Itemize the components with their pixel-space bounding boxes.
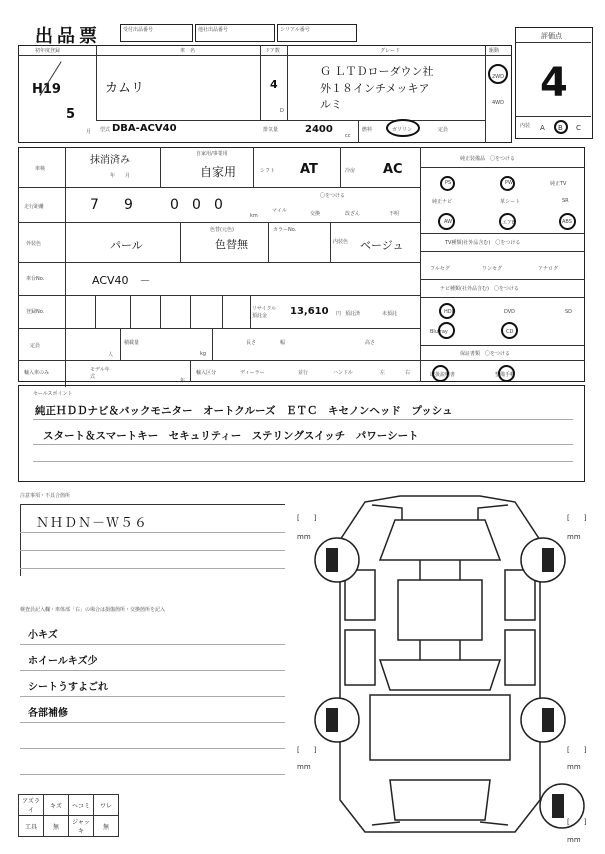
use-value: 自家用 — [200, 165, 237, 179]
tire-unit-spare: mm — [567, 836, 581, 844]
note-item: 各部補修 — [28, 708, 68, 719]
mileage-digit: 0 — [192, 197, 201, 213]
header-field-serial: シリアル番号 — [277, 24, 357, 42]
tire-unit-rear-right: mm — [567, 763, 581, 771]
grade-line-1: Ｇ ＬＴＤローダウン社 — [320, 65, 434, 78]
inspection-value: 抹消済み — [90, 155, 130, 166]
tire-bracket-rear-left: [ ] — [297, 746, 317, 754]
car-name: カムリ — [105, 81, 145, 96]
header-field-other: 他社出品番号 — [195, 24, 275, 42]
notes-code: ＮＨＤＮ－Ｗ５６ — [36, 516, 149, 531]
page-title: 出品票 — [35, 26, 101, 47]
tire-unit-front-right: mm — [567, 533, 581, 541]
evaluation-box: 評価点 4 内装 A B C — [515, 27, 593, 139]
options-panel: 純正装備品 〇をつける PS PW 純正TV 純正ナビ 革シート SR AW エアB ABS TV種類(社外品含む) 〇をつける フルセグ ワンセグ アナログ ナビ種類(社外品含む) 〇をつける HDD DVD SD Blu-ray CD 保証書類 〇をつける 取扱説明書 整備手帳 — [420, 147, 585, 382]
mileage-digit: 9 — [124, 197, 133, 213]
note-item: ホイールキズ少 — [28, 656, 98, 667]
month-value: 5 — [66, 107, 76, 122]
tire-unit-front-left: mm — [297, 533, 311, 541]
interior-color-value: ベージュ — [360, 239, 404, 252]
mileage-digit: 7 — [90, 197, 99, 213]
model-code: DBA-ACV40 — [112, 123, 177, 134]
tire-unit-rear-left: mm — [297, 763, 311, 771]
evaluation-label: 評価点 — [541, 32, 562, 40]
notes-section: 注意事項・不具合箇所 ＮＨＤＮ－Ｗ５６ 検査員記入欄・車体部「右」の場合は損傷箇所・交換箇所を記入 小キズ ホイールキズ少 シートうすよごれ 各部補修 — [18, 492, 288, 792]
tire-bracket-front-left: [ ] — [297, 514, 317, 522]
sales-point-line-1: 純正ＨＤＤナビ＆バックモニター オートクルーズ ＥＴＣ キセノンヘッド プッシュ — [35, 405, 453, 417]
sales-points-box: セールスポイント 純正ＨＤＤナビ＆バックモニター オートクルーズ ＥＴＣ キセノンヘッド プッシュ スタート＆スマートキー セキュリティー ステリングスイッチ パワーシート — [18, 385, 585, 482]
tire-bracket-rear-right: [ ] — [567, 746, 587, 754]
mileage-digit: 0 — [214, 197, 223, 213]
grade-line-2: 外１８インチメッキア — [320, 82, 430, 95]
repaint-value: 色替無 — [215, 238, 248, 251]
color-value: パール — [110, 239, 143, 252]
note-item: 小キズ — [28, 630, 58, 641]
ac-value: AC — [383, 162, 403, 177]
sales-point-line-2: スタート＆スマートキー セキュリティー ステリングスイッチ パワーシート — [43, 430, 419, 442]
damage-legend: アズライ キズ ヘコミ ワレ 工具 無 ジャッキ 無 — [18, 794, 119, 837]
doors-value: 4 — [270, 78, 278, 91]
tire-bracket-spare: [ ] — [567, 818, 587, 826]
evaluation-score: 4 — [540, 60, 568, 106]
chassis-value: ACV40 － — [92, 274, 151, 287]
note-item: シートうすよごれ — [28, 682, 108, 693]
header-field-reception: 受付出品番号 — [120, 24, 193, 42]
tire-bracket-front-right: [ ] — [567, 514, 587, 522]
year-value: H19 — [32, 82, 61, 97]
grade-line-3: ルミ — [320, 98, 342, 111]
recycle-value: 13,610 — [290, 306, 329, 317]
shift-value: AT — [300, 162, 318, 177]
displacement-value: 2400 — [305, 124, 333, 135]
mileage-digit: 0 — [170, 197, 179, 213]
